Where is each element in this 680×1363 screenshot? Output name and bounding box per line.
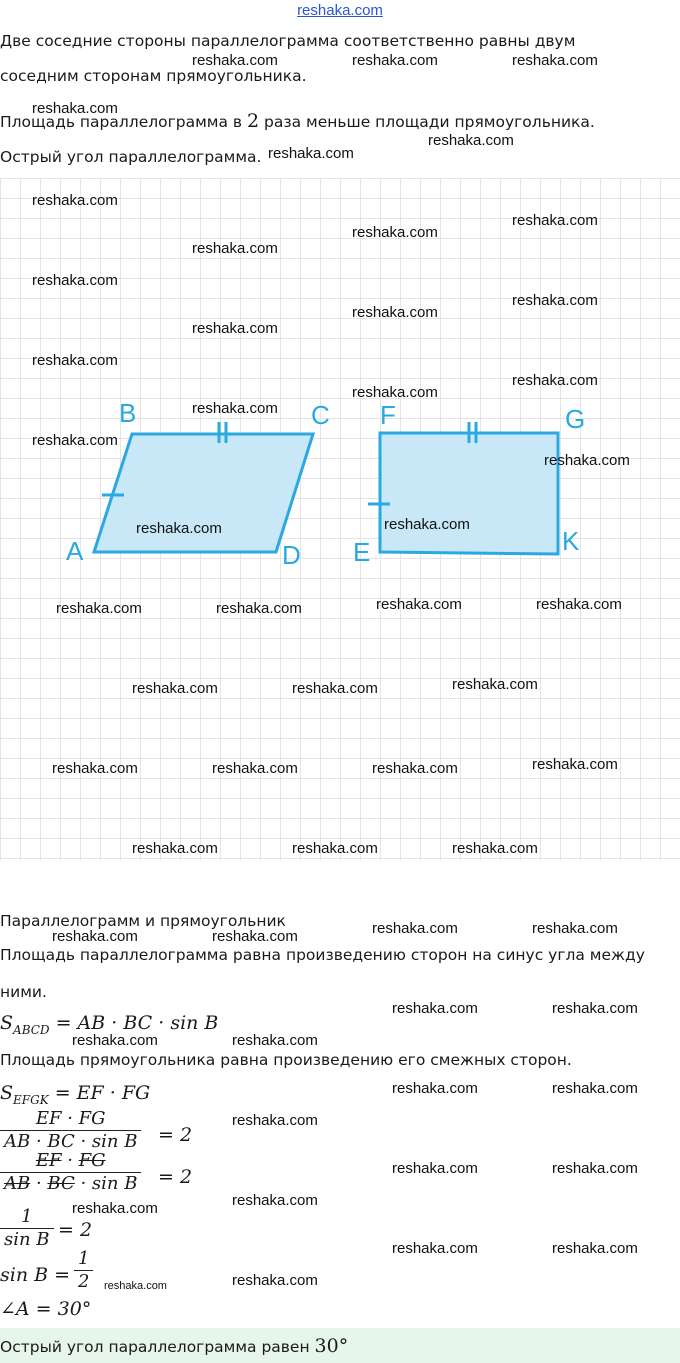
watermark: reshaka.com xyxy=(392,1000,478,1017)
watermark: reshaka.com xyxy=(232,1272,318,1289)
fraction-2-sin: · sin B xyxy=(74,1173,138,1194)
fraction-1-numerator: EF · FG xyxy=(35,1108,106,1129)
watermark: reshaka.com xyxy=(392,1160,478,1177)
watermark: reshaka.com xyxy=(268,145,354,162)
fraction-2-denominator xyxy=(0,1172,141,1195)
watermark: reshaka.com xyxy=(232,1032,318,1049)
fraction-2-equals: = 2 xyxy=(158,1166,193,1188)
fraction-3 xyxy=(0,1206,54,1251)
formula2-s: S xyxy=(0,1082,14,1104)
watermark: reshaka.com xyxy=(352,52,438,69)
watermark: reshaka.com xyxy=(32,432,118,449)
watermark: reshaka.com xyxy=(532,756,618,773)
watermark: reshaka.com xyxy=(376,596,462,613)
watermark: reshaka.com xyxy=(372,760,458,777)
fraction-4-denominator: 2 xyxy=(74,1270,93,1293)
fraction-2-bc: BC xyxy=(47,1173,75,1194)
fraction-1-equals: = 2 xyxy=(158,1124,193,1146)
source-link[interactable]: reshaka.com xyxy=(297,2,383,19)
watermark: reshaka.com xyxy=(352,224,438,241)
rectangle-efgk xyxy=(380,433,558,554)
watermark: reshaka.com xyxy=(32,352,118,369)
label-d: D xyxy=(282,540,301,570)
fraction-3-equals: = 2 xyxy=(58,1219,93,1241)
label-f: F xyxy=(380,400,396,430)
fraction-3-numerator: 1 xyxy=(21,1206,33,1227)
watermark: reshaka.com xyxy=(552,1160,638,1177)
answer-text xyxy=(0,1336,348,1357)
label-c: C xyxy=(311,400,330,430)
formula1-sub: ABCD xyxy=(13,1022,50,1037)
watermark: reshaka.com xyxy=(452,676,538,693)
formula1-rhs: = AB · BC · sin B xyxy=(49,1012,219,1034)
fraction-4-numerator: 1 xyxy=(78,1248,90,1269)
watermark: reshaka.com xyxy=(292,840,378,857)
watermark: reshaka.com xyxy=(56,600,142,617)
watermark: reshaka.com xyxy=(52,760,138,777)
formula2-sub: EFGK xyxy=(13,1092,49,1107)
watermark: reshaka.com xyxy=(372,920,458,937)
watermark: reshaka.com xyxy=(132,840,218,857)
watermark: reshaka.com xyxy=(192,52,278,69)
problem-line-2: соседним сторонам прямоугольника. xyxy=(0,67,307,85)
label-a: A xyxy=(66,536,84,566)
watermark: reshaka.com xyxy=(512,212,598,229)
fraction-2-ab: AB xyxy=(4,1173,31,1194)
sin-equation-lhs: sin B = xyxy=(0,1264,71,1286)
watermark: reshaka.com xyxy=(32,192,118,209)
label-b: B xyxy=(119,398,137,428)
watermark: reshaka.com xyxy=(428,132,514,149)
watermark: reshaka.com xyxy=(72,1200,158,1217)
watermark: reshaka.com xyxy=(452,840,538,857)
watermark: reshaka.com xyxy=(232,1192,318,1209)
rect-area-text: Площадь прямоугольника равна произведению его смежных сторон. xyxy=(0,1051,572,1069)
watermark: reshaka.com xyxy=(552,1000,638,1017)
problem-line-3-post: раза меньше площади прямоугольника. xyxy=(259,113,595,131)
fraction-2-ef: EF xyxy=(35,1150,62,1171)
fraction-1 xyxy=(0,1108,141,1153)
watermark: reshaka.com xyxy=(192,400,278,417)
problem-line-3-number: 2 xyxy=(247,110,260,132)
label-e: E xyxy=(353,537,371,567)
fraction-3-denominator: sin B xyxy=(0,1228,54,1251)
problem-line-3-pre: Площадь параллелограмма в xyxy=(0,113,247,131)
fraction-4 xyxy=(74,1248,93,1293)
watermark: reshaka.com xyxy=(32,272,118,289)
fraction-2-fg: FG xyxy=(78,1150,106,1171)
watermark: reshaka.com xyxy=(512,52,598,69)
formula-rectangle-area xyxy=(0,1082,150,1107)
watermark: reshaka.com xyxy=(192,240,278,257)
angle-result: ∠A = 30° xyxy=(0,1298,92,1320)
fraction-1-denominator: AB · BC · sin B xyxy=(0,1130,141,1153)
formula2-rhs: = EF · FG xyxy=(48,1082,151,1104)
par-area-text-2: ними. xyxy=(0,983,47,1001)
watermark: reshaka.com xyxy=(552,1080,638,1097)
watermark: reshaka.com xyxy=(52,928,138,945)
watermark: reshaka.com xyxy=(512,372,598,389)
fraction-2-dot: · xyxy=(61,1150,79,1171)
watermark: reshaka.com xyxy=(392,1080,478,1097)
problem-line-1: Две соседние стороны параллелограмма соответственно равны двум xyxy=(0,32,576,50)
solution-title: Параллелограмм и прямоугольник xyxy=(0,912,286,930)
watermark: reshaka.com xyxy=(544,452,630,469)
fraction-2-dot-2: · xyxy=(30,1173,48,1194)
watermark: reshaka.com xyxy=(192,320,278,337)
watermark: reshaka.com xyxy=(552,1240,638,1257)
watermark: reshaka.com xyxy=(132,680,218,697)
watermark: reshaka.com xyxy=(532,920,618,937)
watermark: reshaka.com xyxy=(212,760,298,777)
watermark: reshaka.com xyxy=(104,1280,167,1292)
watermark: reshaka.com xyxy=(216,600,302,617)
fraction-2 xyxy=(0,1150,141,1195)
watermark: reshaka.com xyxy=(136,520,222,537)
watermark: reshaka.com xyxy=(292,680,378,697)
par-area-text-1: Площадь параллелограмма равна произведению сторон на синус угла между xyxy=(0,946,645,964)
fraction-2-numerator xyxy=(32,1150,110,1172)
watermark: reshaka.com xyxy=(72,1032,158,1049)
formula1-s: S xyxy=(0,1012,14,1034)
problem-line-4: Острый угол параллелограмма. xyxy=(0,148,262,166)
label-g: G xyxy=(565,404,586,434)
watermark: reshaka.com xyxy=(212,928,298,945)
answer-text-pre: Острый угол параллелограмма равен xyxy=(0,1338,315,1356)
watermark: reshaka.com xyxy=(392,1240,478,1257)
watermark: reshaka.com xyxy=(232,1112,318,1129)
watermark: reshaka.com xyxy=(32,100,118,117)
watermark: reshaka.com xyxy=(512,292,598,309)
label-k: K xyxy=(562,526,580,556)
watermark: reshaka.com xyxy=(352,384,438,401)
answer-value: 30° xyxy=(314,1335,349,1357)
watermark: reshaka.com xyxy=(536,596,622,613)
watermark: reshaka.com xyxy=(384,516,470,533)
watermark: reshaka.com xyxy=(352,304,438,321)
